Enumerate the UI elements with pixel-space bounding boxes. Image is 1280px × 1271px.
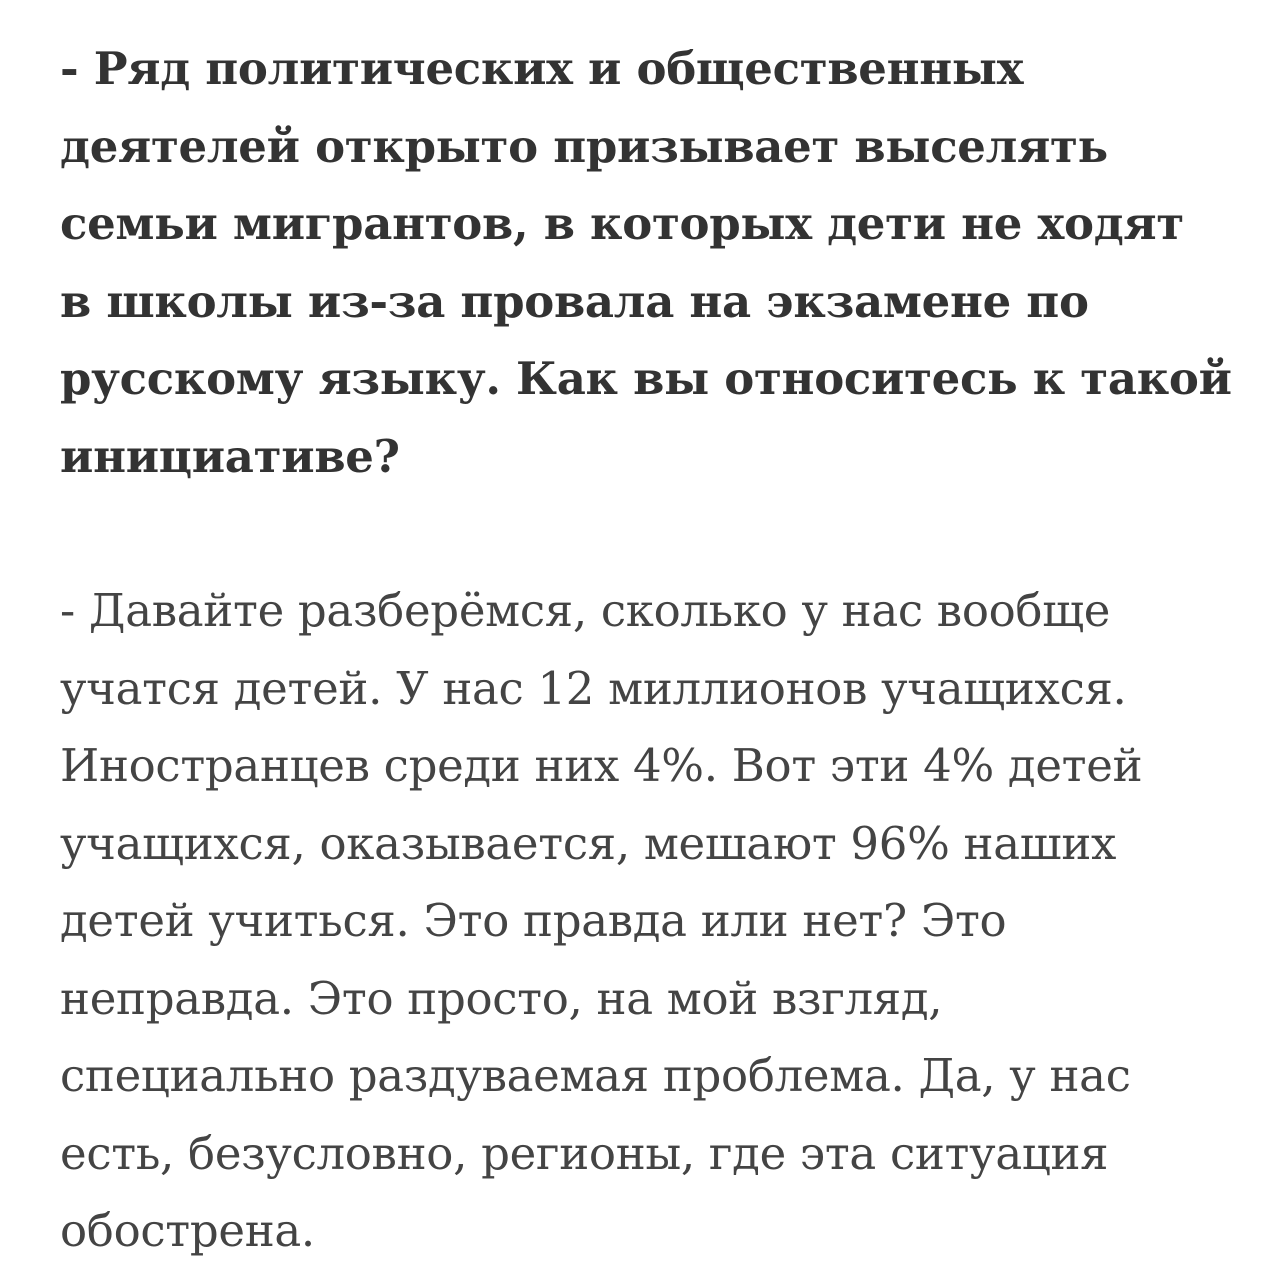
article-body xyxy=(60,30,1240,1270)
question-line: инициативе? xyxy=(60,429,400,483)
answer-line: обострена. xyxy=(60,1204,315,1257)
interview-answer xyxy=(60,572,1240,1270)
answer-line: детей учиться. Это правда или нет? Это xyxy=(60,894,1007,947)
answer-line: специально раздуваемая проблема. Да, у нас xyxy=(60,1049,1131,1102)
question-line: в школы из-за провала на экзамене по xyxy=(60,274,1089,328)
answer-line: Иностранцев среди них 4%. Вот эти 4% детей xyxy=(60,739,1143,792)
question-line: семьи мигрантов, в которых дети не ходят xyxy=(60,197,1184,250)
question-line: - Ряд политических и общественных xyxy=(60,42,1024,95)
answer-line: учатся детей. У нас 12 миллионов учащихся. xyxy=(60,661,1127,715)
question-line: русскому языку. Как вы относитесь к такой xyxy=(60,352,1232,405)
answer-line: учащихся, оказывается, мешают 96% наших xyxy=(60,816,1117,870)
answer-line: - Давайте разберёмся, сколько у нас вообще xyxy=(60,584,1111,637)
answer-line: есть, безусловно, регионы, где эта ситуация xyxy=(60,1126,1109,1180)
interview-question xyxy=(60,30,1240,495)
answer-line: неправда. Это просто, на мой взгляд, xyxy=(60,971,943,1025)
question-line: деятелей открыто призывает выселять xyxy=(60,119,1108,173)
